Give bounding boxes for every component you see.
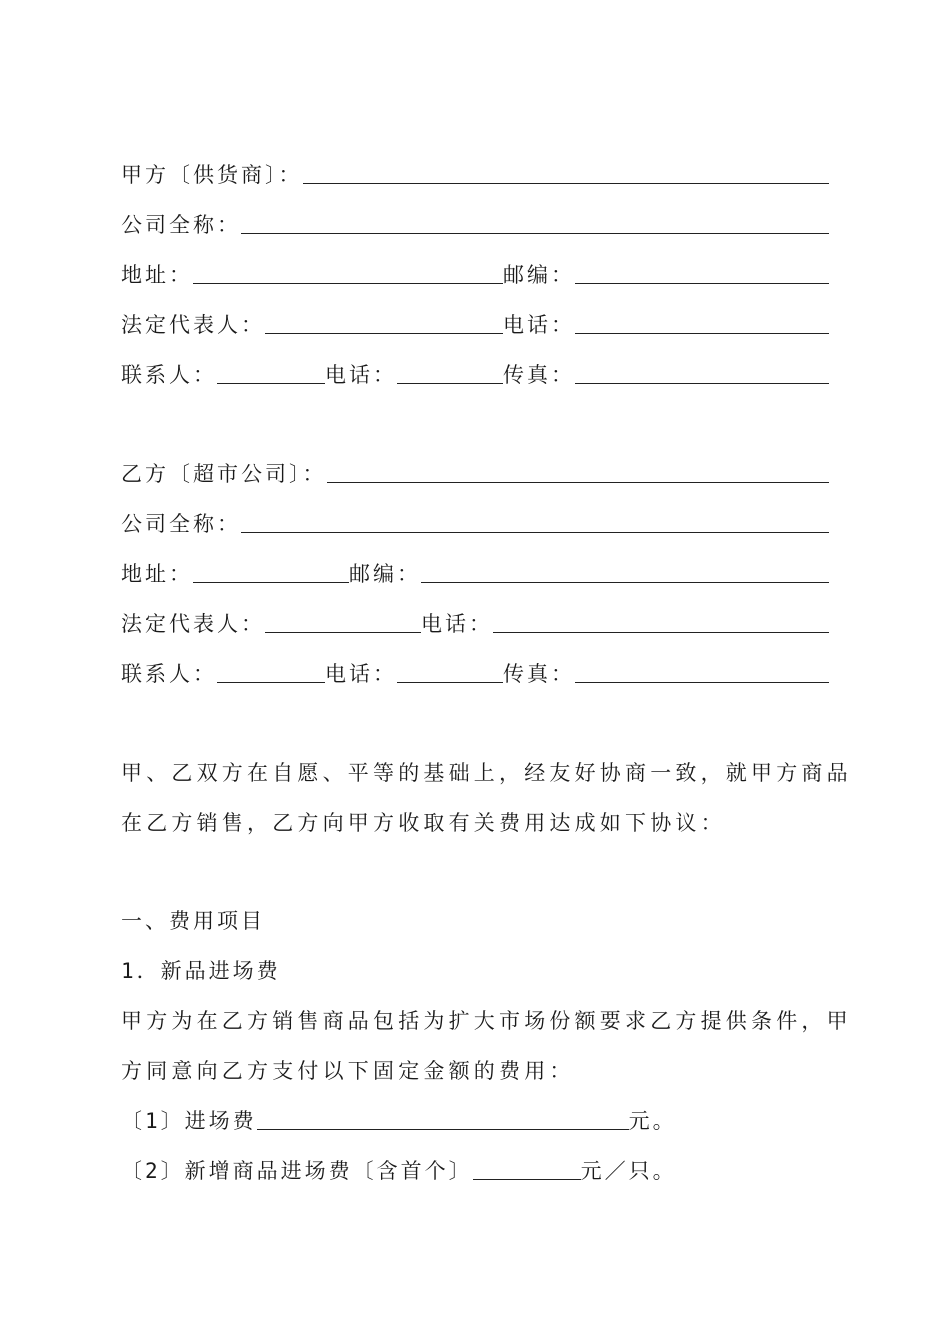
party-b-contact-label: 联系人： [121, 662, 217, 686]
party-b-contact-row [121, 659, 829, 689]
party-b-name-field[interactable] [327, 481, 830, 483]
party-a-contact-phone-label: 电话： [325, 363, 397, 387]
party-b-company-row [121, 509, 829, 539]
party-b-legal-rep-field[interactable] [265, 631, 421, 633]
party-b-phone-field[interactable] [493, 631, 829, 633]
party-a-address-row [121, 260, 829, 290]
intro-text-2: 在乙方销售，乙方向甲方收取有关费用达成如下协议： [121, 811, 726, 835]
party-b-title-row [121, 459, 829, 489]
fee-2-unit: 元／只。 [580, 1159, 677, 1183]
party-b-phone-label: 电话： [421, 612, 493, 636]
party-a-phone-field[interactable] [575, 332, 829, 334]
item-para-line-2 [121, 1056, 829, 1086]
party-a-phone-label: 电话： [503, 313, 575, 337]
fee-1-label: 〔1〕进场费 [121, 1109, 257, 1133]
fee-2-label: 〔2〕新增商品进场费〔含首个〕 [121, 1159, 473, 1183]
party-a-legal-rep-label: 法定代表人： [121, 313, 265, 337]
party-a-legal-rep-field[interactable] [265, 332, 503, 334]
item-title [121, 956, 829, 986]
fee-1-amount-field[interactable] [257, 1128, 629, 1130]
party-b-fax-label: 传真： [503, 662, 575, 686]
party-a-title-row [121, 160, 829, 190]
fee-1-row [121, 1106, 829, 1136]
party-b-contact-field[interactable] [217, 681, 325, 683]
party-a-postcode-field[interactable] [575, 282, 829, 284]
party-b-address-field[interactable] [193, 581, 349, 583]
party-b-postcode-field[interactable] [421, 581, 829, 583]
party-a-address-label: 地址： [121, 263, 193, 287]
party-a-contact-label: 联系人： [121, 363, 217, 387]
party-b-company-field[interactable] [241, 531, 829, 533]
party-b-title-label: 乙方〔超市公司〕： [121, 462, 327, 486]
party-a-company-field[interactable] [241, 232, 829, 234]
party-b-fax-field[interactable] [575, 681, 829, 683]
fee-2-amount-field[interactable] [473, 1178, 581, 1180]
section-heading-text: 一、费用项目 [121, 909, 265, 933]
item-para-line-1 [121, 1006, 852, 1036]
party-b-company-label: 公司全称： [121, 512, 241, 536]
party-a-contact-field[interactable] [217, 382, 325, 384]
party-a-name-field[interactable] [303, 182, 830, 184]
fee-1-unit: 元。 [628, 1109, 677, 1133]
party-b-contact-phone-label: 电话： [325, 662, 397, 686]
item-para-text-1: 甲方为在乙方销售商品包括为扩大市场份额要求乙方提供条件，甲 [121, 1009, 852, 1033]
intro-line-1 [121, 758, 852, 788]
party-a-company-row [121, 210, 829, 240]
party-b-legal-rep-label: 法定代表人： [121, 612, 265, 636]
party-a-fax-field[interactable] [575, 382, 829, 384]
section-heading [121, 906, 829, 936]
party-b-address-row [121, 559, 829, 589]
party-a-title-label: 甲方〔供货商〕： [121, 163, 303, 187]
party-a-contact-row [121, 360, 829, 390]
intro-line-2 [121, 808, 829, 838]
party-a-postcode-label: 邮编： [503, 263, 575, 287]
party-a-legal-rep-row [121, 310, 829, 340]
party-b-postcode-label: 邮编： [349, 562, 421, 586]
party-b-address-label: 地址： [121, 562, 193, 586]
party-b-contact-phone-field[interactable] [397, 681, 503, 683]
party-a-company-label: 公司全称： [121, 213, 241, 237]
party-a-contact-phone-field[interactable] [397, 382, 503, 384]
party-b-legal-rep-row [121, 609, 829, 639]
item-title-text: 1．新品进场费 [121, 959, 281, 983]
intro-text-1: 甲、乙双方在自愿、平等的基础上，经友好协商一致，就甲方商品 [121, 761, 852, 785]
item-para-text-2: 方同意向乙方支付以下固定金额的费用： [121, 1059, 575, 1083]
party-a-address-field[interactable] [193, 282, 503, 284]
party-a-fax-label: 传真： [503, 363, 575, 387]
fee-2-row [121, 1156, 829, 1186]
